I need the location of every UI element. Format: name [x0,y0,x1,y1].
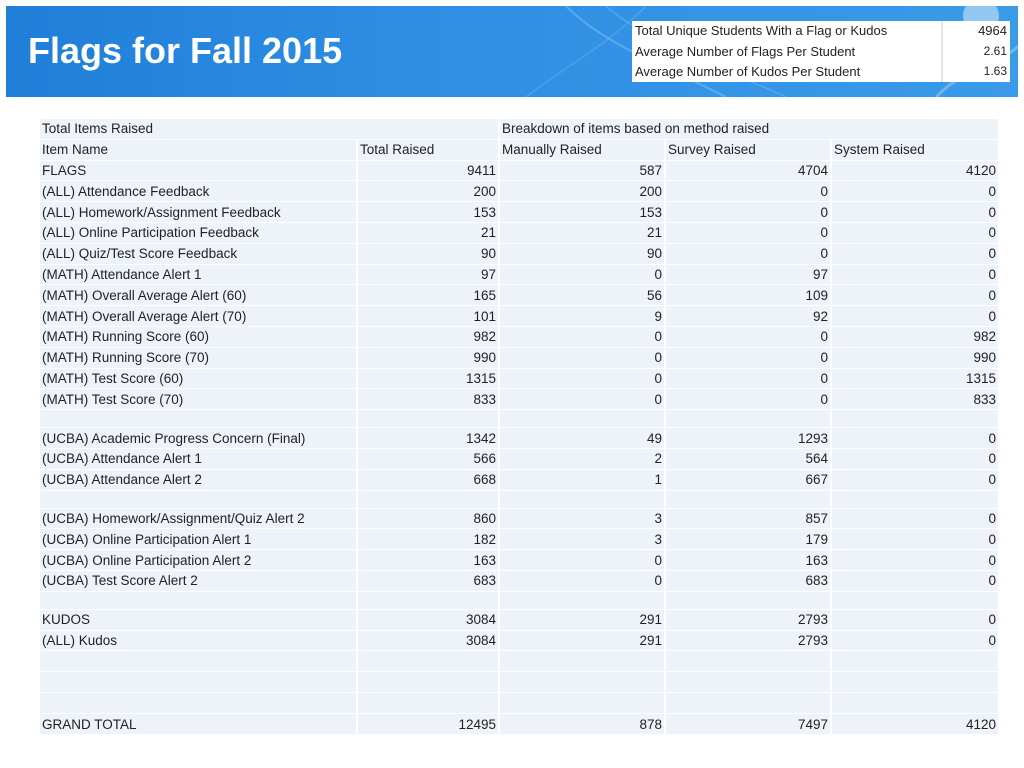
column-header: Manually Raised [500,140,666,161]
empty-cell [40,672,358,693]
empty-cell [666,491,832,509]
summary-row [632,41,1010,61]
spacer-row [40,693,1000,714]
empty-cell [666,592,832,610]
value-cell: 982 [832,327,1000,348]
item-name-cell: (UCBA) Online Participation Alert 1 [40,529,358,550]
empty-cell [832,491,1000,509]
table-row [40,571,1000,592]
value-cell: 0 [666,244,832,265]
value-cell: 21 [500,223,666,244]
summary-row [632,61,1010,81]
summary-table [632,21,1010,82]
table-row [40,529,1000,550]
value-cell: 97 [358,265,500,286]
value-cell: 182 [358,529,500,550]
table-row [40,550,1000,571]
value-cell: 2793 [666,610,832,631]
table-row [40,244,1000,265]
grand-total-row [40,714,1000,735]
value-cell: 153 [358,202,500,223]
item-name-cell: (ALL) Quiz/Test Score Feedback [40,244,358,265]
summary-value: 4964 [942,21,1010,41]
value-cell: 0 [666,223,832,244]
value-cell: 165 [358,285,500,306]
value-cell: 9 [500,306,666,327]
item-name-cell: KUDOS [40,610,358,631]
section-title-row [40,119,1000,140]
spacer-row [40,592,1000,610]
value-cell: 49 [500,428,666,449]
table-row [40,428,1000,449]
value-cell: 0 [500,348,666,369]
value-cell: 4120 [832,161,1000,182]
value-cell: 0 [832,202,1000,223]
value-cell: 1342 [358,428,500,449]
spacer-row [40,651,1000,672]
empty-cell [40,410,358,428]
value-cell: 0 [666,348,832,369]
value-cell: 564 [666,449,832,470]
table-row [40,369,1000,390]
value-cell: 101 [358,306,500,327]
table-row [40,327,1000,348]
value-cell: 2 [500,449,666,470]
value-cell: 878 [500,714,666,735]
value-cell: 1293 [666,428,832,449]
value-cell: 90 [358,244,500,265]
value-cell: 990 [832,348,1000,369]
empty-cell [500,693,666,714]
value-cell: 200 [500,181,666,202]
items-raised-table [40,119,1000,735]
value-cell: 90 [500,244,666,265]
value-cell: 860 [358,509,500,530]
item-name-cell: (UCBA) Academic Progress Concern (Final) [40,428,358,449]
value-cell: 833 [832,389,1000,410]
value-cell: 153 [500,202,666,223]
value-cell: 21 [358,223,500,244]
value-cell: 0 [666,327,832,348]
value-cell: 982 [358,327,500,348]
section-title: Total Items Raised [40,119,500,140]
empty-cell [500,672,666,693]
table-row [40,306,1000,327]
value-cell: 0 [832,571,1000,592]
value-cell: 3084 [358,631,500,652]
item-name-cell: FLAGS [40,161,358,182]
empty-cell [358,651,500,672]
value-cell: 0 [832,181,1000,202]
item-name-cell: (MATH) Test Score (70) [40,389,358,410]
value-cell: 179 [666,529,832,550]
value-cell: 0 [832,244,1000,265]
value-cell: 4704 [666,161,832,182]
value-cell: 683 [666,571,832,592]
value-cell: 0 [666,202,832,223]
table-row [40,202,1000,223]
value-cell: 1 [500,470,666,491]
column-header: Total Raised [358,140,500,161]
value-cell: 4120 [832,714,1000,735]
value-cell: 0 [500,571,666,592]
value-cell: 163 [358,550,500,571]
table-row [40,389,1000,410]
value-cell: 3 [500,509,666,530]
empty-cell [358,410,500,428]
empty-cell [500,410,666,428]
value-cell: 0 [832,223,1000,244]
empty-cell [358,491,500,509]
item-name-cell: (MATH) Overall Average Alert (60) [40,285,358,306]
value-cell: 667 [666,470,832,491]
table-row [40,161,1000,182]
value-cell: 0 [832,470,1000,491]
summary-label: Average Number of Flags Per Student [632,41,942,61]
value-cell: 0 [832,449,1000,470]
value-cell: 0 [666,369,832,390]
summary-label: Average Number of Kudos Per Student [632,61,942,81]
item-name-cell: (UCBA) Homework/Assignment/Quiz Alert 2 [40,509,358,530]
item-name-cell: (ALL) Online Participation Feedback [40,223,358,244]
item-name-cell: (ALL) Attendance Feedback [40,181,358,202]
value-cell: 683 [358,571,500,592]
empty-cell [40,592,358,610]
empty-cell [832,592,1000,610]
page-title: Flags for Fall 2015 [28,30,343,71]
value-cell: 92 [666,306,832,327]
value-cell: 291 [500,631,666,652]
value-cell: 0 [666,389,832,410]
table-row [40,223,1000,244]
value-cell: 0 [832,529,1000,550]
table-row [40,610,1000,631]
value-cell: 857 [666,509,832,530]
column-header: Item Name [40,140,358,161]
empty-cell [40,491,358,509]
item-name-cell: (ALL) Homework/Assignment Feedback [40,202,358,223]
item-name-cell: (UCBA) Test Score Alert 2 [40,571,358,592]
value-cell: 0 [500,327,666,348]
table-row [40,631,1000,652]
empty-cell [358,592,500,610]
value-cell: 0 [832,509,1000,530]
value-cell: 0 [500,550,666,571]
table-row [40,470,1000,491]
empty-cell [500,592,666,610]
value-cell: 0 [832,631,1000,652]
table-row [40,181,1000,202]
value-cell: 7497 [666,714,832,735]
value-cell: 163 [666,550,832,571]
item-name-cell: (MATH) Overall Average Alert (70) [40,306,358,327]
table-row [40,449,1000,470]
item-name-cell: (UCBA) Attendance Alert 2 [40,470,358,491]
column-header: System Raised [832,140,1000,161]
value-cell: 3084 [358,610,500,631]
empty-cell [500,491,666,509]
value-cell: 833 [358,389,500,410]
value-cell: 587 [500,161,666,182]
empty-cell [40,651,358,672]
empty-cell [666,410,832,428]
table-row [40,509,1000,530]
value-cell: 0 [832,306,1000,327]
item-name-cell: (ALL) Kudos [40,631,358,652]
item-name-cell: (UCBA) Online Participation Alert 2 [40,550,358,571]
breakdown-title: Breakdown of items based on method raised [500,119,1000,140]
empty-cell [40,693,358,714]
empty-cell [832,410,1000,428]
summary-label: Total Unique Students With a Flag or Kudos [632,21,942,41]
table-row [40,348,1000,369]
empty-cell [500,651,666,672]
column-header-row [40,140,1000,161]
value-cell: 291 [500,610,666,631]
value-cell: 0 [832,610,1000,631]
table-row [40,285,1000,306]
value-cell: 2793 [666,631,832,652]
value-cell: 1315 [358,369,500,390]
empty-cell [832,672,1000,693]
value-cell: 12495 [358,714,500,735]
column-header: Survey Raised [666,140,832,161]
summary-value: 1.63 [942,61,1010,81]
table-row [40,265,1000,286]
spacer-row [40,410,1000,428]
value-cell: 0 [832,550,1000,571]
empty-cell [666,693,832,714]
summary-value: 2.61 [942,41,1010,61]
empty-cell [358,672,500,693]
value-cell: 0 [500,265,666,286]
value-cell: 1315 [832,369,1000,390]
empty-cell [358,693,500,714]
value-cell: 0 [832,428,1000,449]
value-cell: 0 [500,369,666,390]
value-cell: 56 [500,285,666,306]
item-name-cell: (MATH) Running Score (60) [40,327,358,348]
value-cell: 990 [358,348,500,369]
value-cell: 109 [666,285,832,306]
item-name-cell: (MATH) Attendance Alert 1 [40,265,358,286]
item-name-cell: (UCBA) Attendance Alert 1 [40,449,358,470]
value-cell: 0 [666,181,832,202]
value-cell: 668 [358,470,500,491]
value-cell: 0 [500,389,666,410]
value-cell: 3 [500,529,666,550]
empty-cell [832,693,1000,714]
value-cell: 9411 [358,161,500,182]
value-cell: 566 [358,449,500,470]
empty-cell [832,651,1000,672]
value-cell: 200 [358,181,500,202]
item-name-cell: (MATH) Test Score (60) [40,369,358,390]
spacer-row [40,491,1000,509]
summary-row [632,21,1010,41]
empty-cell [666,651,832,672]
empty-cell [666,672,832,693]
spacer-row [40,672,1000,693]
item-name-cell: GRAND TOTAL [40,714,358,735]
value-cell: 0 [832,285,1000,306]
item-name-cell: (MATH) Running Score (70) [40,348,358,369]
value-cell: 0 [832,265,1000,286]
value-cell: 97 [666,265,832,286]
